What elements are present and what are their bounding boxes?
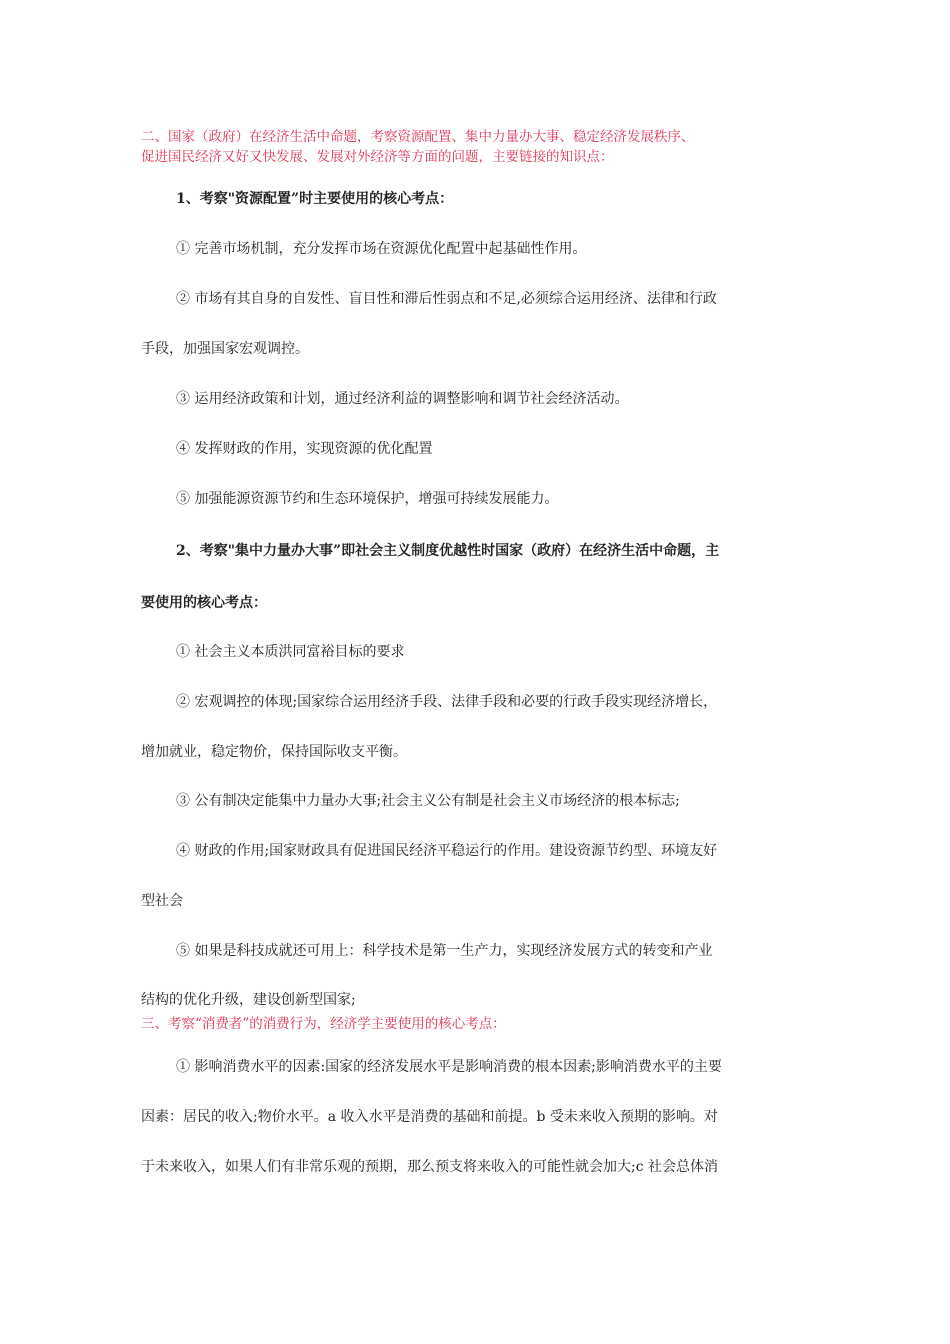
sub2-item-4: ④ 财政的作用;国家财政具有促进国民经济平稳运行的作用。建设资源节约型、环境友好: [176, 843, 718, 859]
section3-item-1-cont1: 因素：居民的收入;物价水平。a 收入水平是消费的基础和前提。b 受未来收入预期的影响。对: [141, 1109, 718, 1125]
sub2-item-5: ⑤ 如果是科技成就还可用上：科学技术是第一生产力，实现经济发展方式的转变和产业: [176, 943, 713, 959]
sub2-title-line2: 要使用的核心考点：: [141, 595, 267, 611]
section3-item-1: ① 影响消费水平的因素:国家的经济发展水平是影响消费的根本因素;影响消费水平的主要: [176, 1059, 722, 1075]
sub2-item-2-cont: 增加就业，稳定物价，保持国际收支平衡。: [141, 744, 407, 760]
sub1-title: 1、考察"资源配置”时主要使用的核心考点：: [176, 191, 454, 207]
sub1-item-1: ① 完善市场机制，充分发挥市场在资源优化配置中起基础性作用。: [176, 241, 587, 257]
sub2-item-4-cont: 型社会: [141, 893, 183, 909]
sub2-item-2: ② 宏观调控的体现;国家综合运用经济手段、法律手段和必要的行政手段实现经济增长，: [176, 694, 718, 710]
sub2-title-line1: 2、考察"集中力量办大事”即社会主义制度优越性时国家（政府）在经济生活中命题，主: [176, 543, 720, 559]
sub2-item-5-cont: 结构的优化升级，建设创新型国家;: [141, 992, 356, 1008]
section2-heading-line2: 促进国民经济又好又快发展、发展对外经济等方面的问题，主要链接的知识点：: [141, 149, 614, 165]
sub2-item-1: ① 社会主义本质洪同富裕目标的要求: [176, 644, 405, 660]
sub1-item-3: ③ 运用经济政策和计划，通过经济利益的调整影响和调节社会经济活动。: [176, 391, 629, 407]
section3-heading: 三、考察“消费者”的消费行为，经济学主要使用的核心考点：: [141, 1016, 506, 1032]
sub1-item-5: ⑤ 加强能源资源节约和生态环境保护，增强可持续发展能力。: [176, 491, 559, 507]
sub1-item-4: ④ 发挥财政的作用，实现资源的优化配置: [176, 441, 433, 457]
sub1-item-2-cont: 手段，加强国家宏观调控。: [141, 341, 309, 357]
sub1-item-2: ② 市场有其自身的自发性、盲目性和滞后性弱点和不足,必须综合运用经济、法律和行政: [176, 291, 717, 307]
section2-heading-line1: 二、国家（政府）在经济生活中命题，考察资源配置、集中力量办大事、稳定经济发展秩序、: [141, 129, 695, 145]
section3-item-1-cont2: 于未来收入，如果人们有非常乐观的预期，那么预支将来收入的可能性就会加大;c 社会总体消: [141, 1159, 719, 1175]
sub2-item-3: ③ 公有制决定能集中力量办大事;社会主义公有制是社会主义市场经济的根本标志;: [176, 793, 680, 809]
